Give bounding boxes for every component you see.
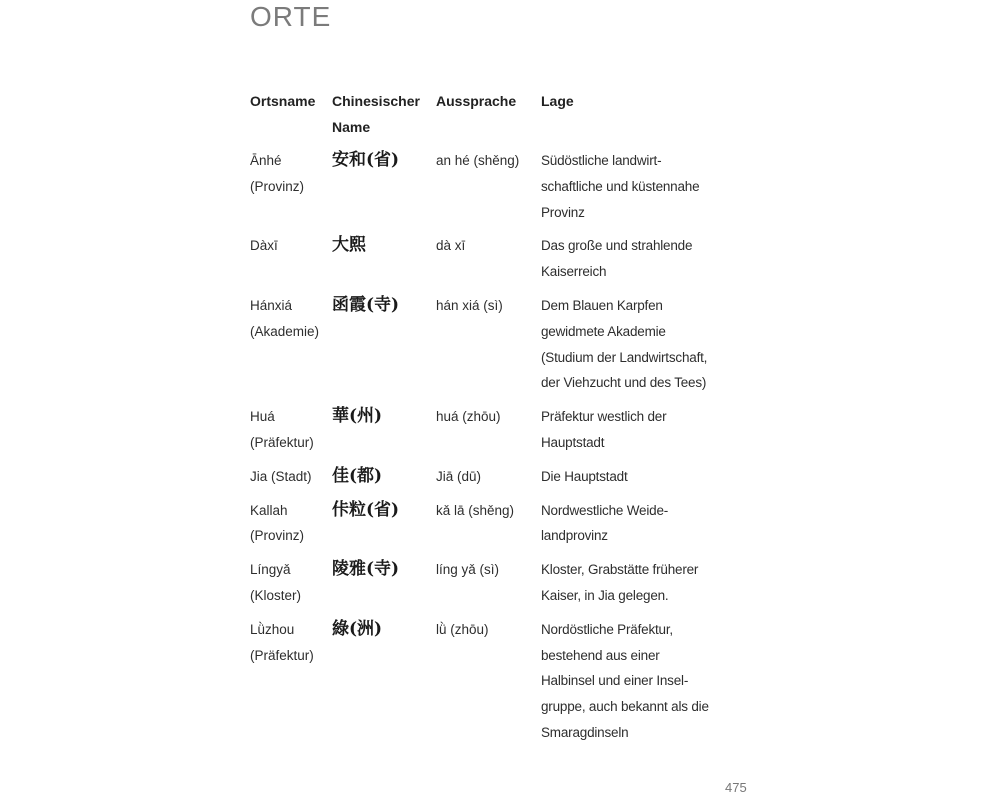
page-number: 475 [725, 780, 747, 795]
location-description: Nordöstliche Präfektur, bestehend aus einer Halbinsel und einer Inselgruppe, auch bekannt als die Smaragdinseln [541, 621, 709, 740]
place-name: Língyǎ (Kloster) [250, 562, 302, 603]
table-row [250, 148, 710, 233]
chinese-name: 安和(省) [332, 150, 400, 170]
pronunciation: an hé (shěng) [436, 153, 520, 168]
place-name: Huá (Präfektur) [250, 409, 314, 450]
chinese-name: 佧粒(省) [332, 499, 400, 520]
page-title: ORTE [250, 1, 332, 32]
pronunciation: huá (zhōu) [436, 409, 501, 425]
pronunciation: hán xiá (sì) [436, 297, 503, 313]
pronunciation: líng yǎ (sì) [436, 562, 500, 578]
table-row [250, 464, 710, 498]
chinese-name: 陵雅(寺) [332, 559, 400, 580]
location-description: Nordwestliche Weidelandprovinz [541, 502, 669, 544]
pronunciation: lǜ (zhōu) [436, 621, 489, 637]
pronunciation: kǎ lā (shěng) [436, 502, 515, 518]
table-row [250, 557, 710, 617]
chinese-name: 佳(都) [332, 465, 383, 486]
chinese-name: 函霞(寺) [332, 294, 400, 315]
chinese-name: 大熙 [332, 235, 366, 256]
location-description: Präfektur westlich der Hauptstadt [541, 409, 667, 450]
header-place-name: Ortsname [250, 93, 316, 109]
table-row [250, 498, 710, 558]
place-name: Hánxiá (Akademie) [250, 297, 320, 339]
table-body [250, 148, 710, 754]
location-description: Dem Blauen Karpfen gewidmete Akademie (Studium der Landwirtschaft, der Viehzucht und des Tees) [541, 297, 708, 391]
pronunciation: Jiā (dū) [436, 468, 482, 484]
location-description: Kloster, Grabstätte früherer Kaiser, in Jia gelegen. [541, 562, 699, 603]
table-row [250, 404, 710, 464]
chinese-name: 綠(洲) [332, 618, 383, 639]
header-pronunciation: Aussprache [436, 93, 517, 109]
place-name: Kallah (Provinz) [250, 502, 305, 544]
table-row [250, 233, 710, 293]
place-name: Dàxī [250, 238, 278, 254]
table-row [250, 617, 710, 754]
header-location: Lage [541, 93, 574, 109]
pronunciation: dà xī [436, 238, 466, 254]
location-description: Das große und strahlende Kaiserreich [541, 238, 693, 280]
chinese-name: 華(州) [332, 406, 383, 427]
place-name: Lǜzhou (Präfektur) [250, 621, 314, 663]
place-name: Jia (Stadt) [250, 468, 312, 484]
place-name: Ānhé (Provinz) [250, 153, 305, 194]
location-description: Südöstliche landwirtschaftliche und küstennahe Provinz [541, 153, 700, 220]
header-row [250, 88, 710, 148]
table-row [250, 293, 710, 404]
header-chinese-name: Chinesischer Name [332, 93, 420, 135]
location-description: Die Hauptstadt [541, 468, 628, 484]
table-header [250, 88, 710, 148]
places-table [250, 88, 710, 754]
